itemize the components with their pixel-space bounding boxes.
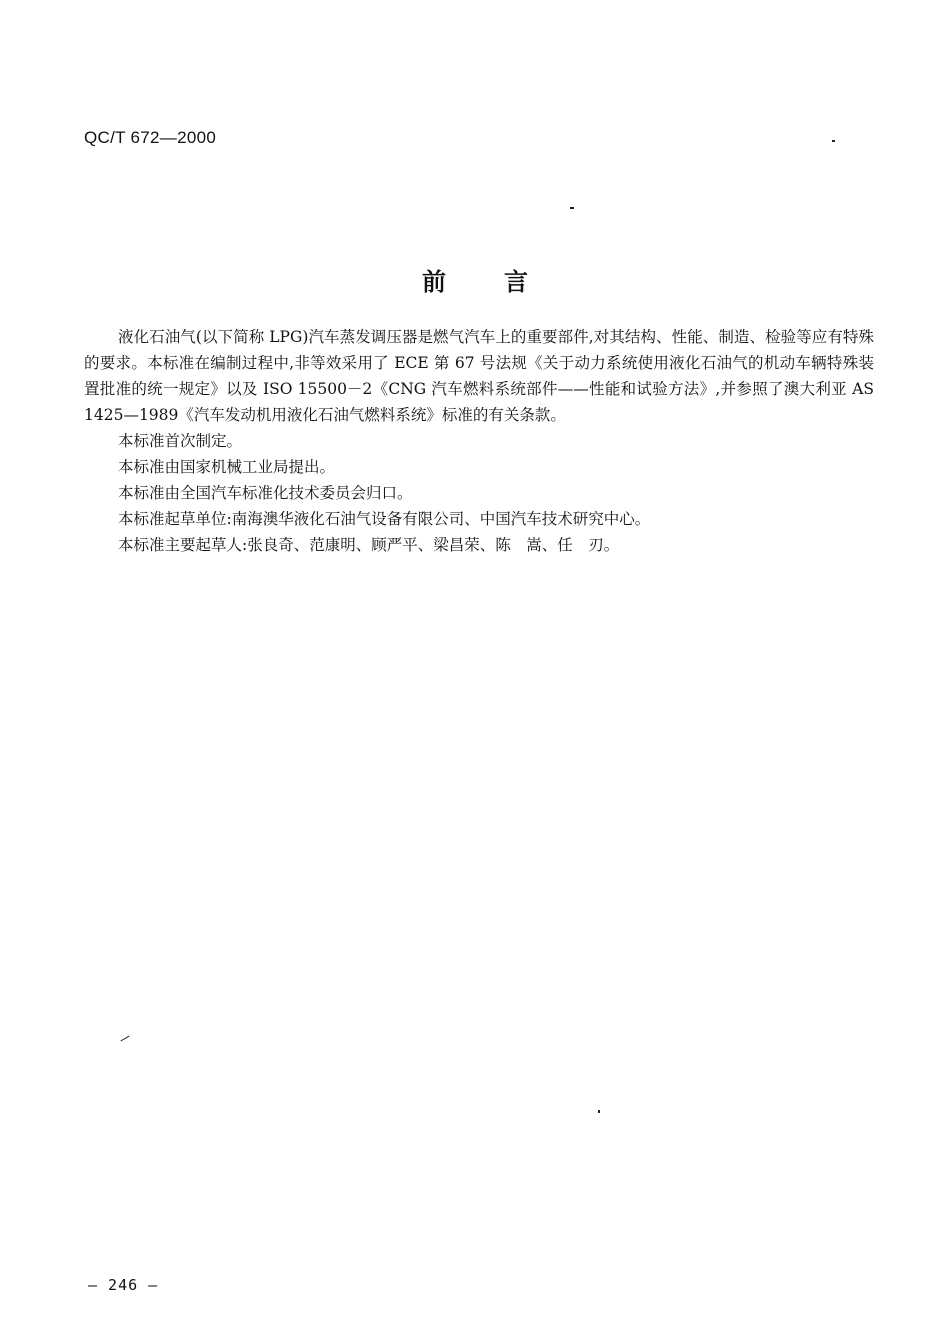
body-text xyxy=(84,324,874,558)
scan-speck xyxy=(120,1036,129,1042)
section-heading: 前言 xyxy=(422,267,586,296)
scan-speck xyxy=(832,140,835,142)
scan-speck xyxy=(570,207,574,209)
paragraph-drafters: 本标准主要起草人:张良奇、范康明、顾严平、梁昌荣、陈 嵩、任 刃。 xyxy=(118,536,620,554)
paragraph-first-edition: 本标准首次制定。 xyxy=(118,432,243,450)
paragraph-proposed-by: 本标准由国家机械工业局提出。 xyxy=(118,458,336,476)
intro-paragraph: 液化石油气(以下简称 LPG)汽车蒸发调压器是燃气汽车上的重要部件,对其结构、性能、制造、检验等应有特殊的要求。本标准在编制过程中,非等效采用了 ECE 第 67 号法规《关于动力系统使用液化石油气的机动车辆特殊装置批准的统一规定》以及 ISO 15500－2《CNG 汽车燃料系统部件——性能和试验方法》,并参照了澳大利亚 AS 1425—1989《汽车发动机用液化石油气燃料系统》标准的有关条款。 xyxy=(84,328,874,424)
paragraph-drafting-units: 本标准起草单位:南海澳华液化石油气设备有限公司、中国汽车技术研究中心。 xyxy=(118,510,651,528)
page-number: — 246 — xyxy=(88,1276,159,1294)
document-code: QC/T 672—2000 xyxy=(84,128,217,147)
scan-speck xyxy=(598,1110,600,1113)
paragraph-centralized-by: 本标准由全国汽车标准化技术委员会归口。 xyxy=(118,484,413,502)
